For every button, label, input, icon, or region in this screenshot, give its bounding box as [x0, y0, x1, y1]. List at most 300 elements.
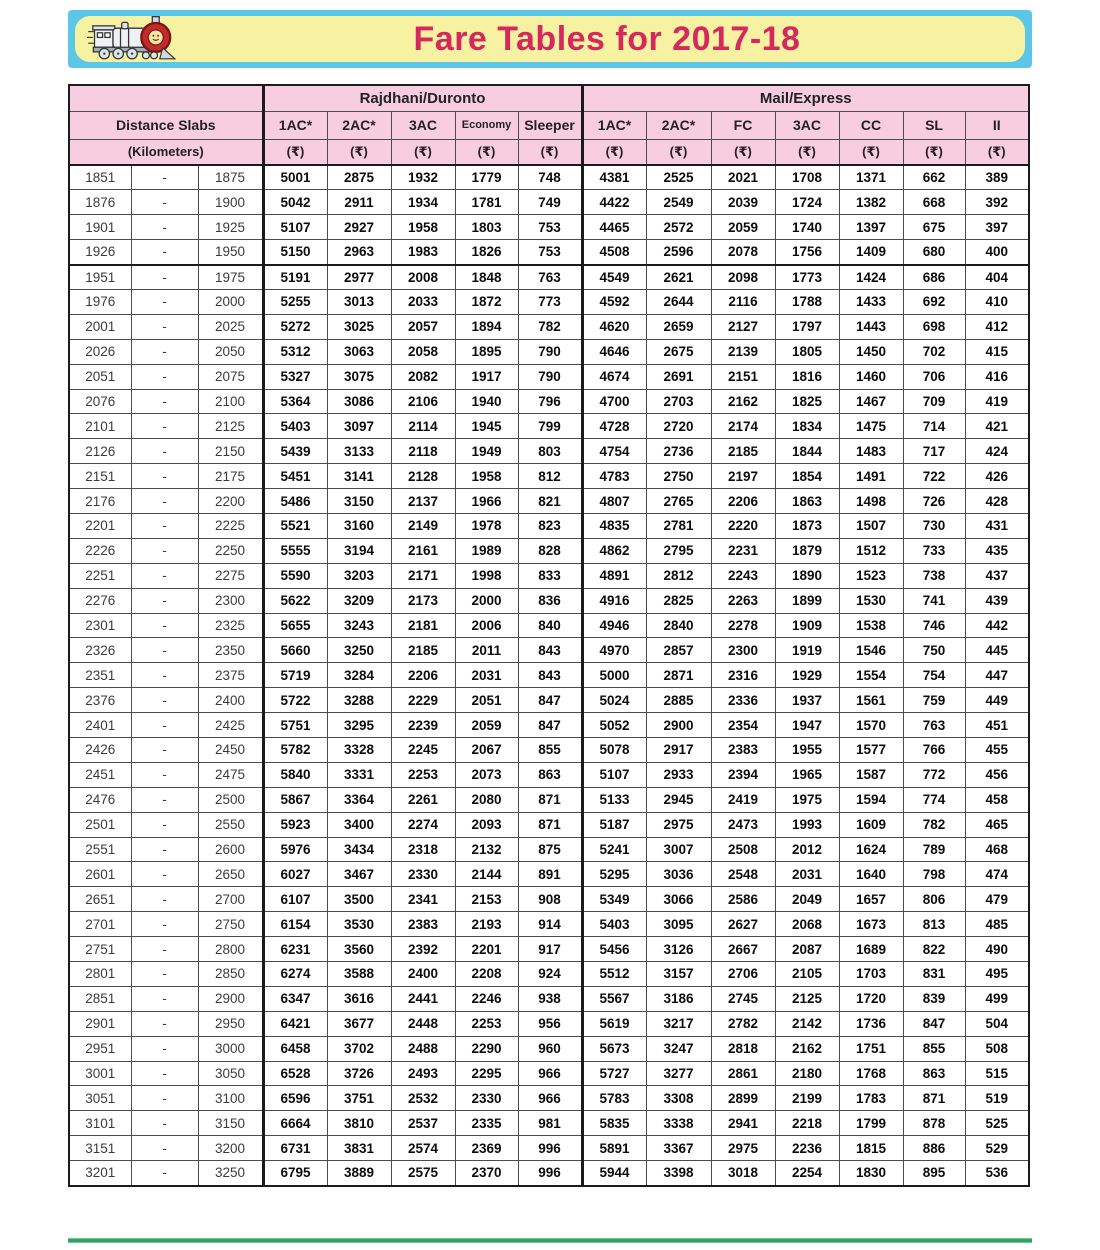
mail-fare-cell: 3247 — [646, 1036, 711, 1061]
distance-to-cell: 2400 — [198, 688, 263, 713]
distance-to-cell: 2225 — [198, 513, 263, 538]
mail-fare-cell: 1947 — [775, 713, 839, 738]
mail-fare-cell: 426 — [965, 464, 1029, 489]
mail-fare-cell: 2039 — [711, 190, 775, 215]
distance-to-cell: 1950 — [198, 240, 263, 265]
table-row — [69, 1161, 1029, 1186]
distance-to-cell: 2450 — [198, 737, 263, 762]
mail-fare-cell: 1443 — [839, 314, 903, 339]
rajdhani-fare-cell: 5150 — [263, 240, 327, 265]
rajdhani-fare-cell: 2875 — [327, 165, 391, 190]
mail-fare-cell: 1736 — [839, 1011, 903, 1036]
mail-fare-cell: 1815 — [839, 1136, 903, 1161]
mail-fare-cell: 3338 — [646, 1111, 711, 1136]
mail-fare-cell: 5512 — [582, 962, 646, 987]
rajdhani-fare-cell: 5555 — [263, 538, 327, 563]
rajdhani-fare-cell: 2114 — [391, 414, 455, 439]
mail-fare-cell: 2667 — [711, 937, 775, 962]
rajdhani-fare-cell: 2000 — [455, 588, 518, 613]
rajdhani-fare-cell: 2341 — [391, 887, 455, 912]
distance-from-cell: 2176 — [69, 489, 131, 514]
title-banner — [68, 10, 1032, 68]
mail-fare-cell: 5783 — [582, 1086, 646, 1111]
table-row — [69, 240, 1029, 265]
mail-fare-cell: 2098 — [711, 265, 775, 290]
mail-fare-cell: 1483 — [839, 439, 903, 464]
mail-fare-cell: 782 — [903, 812, 965, 837]
rajdhani-fare-cell: 3160 — [327, 513, 391, 538]
rajdhani-fare-cell: 6347 — [263, 986, 327, 1011]
rajdhani-fare-cell: 891 — [518, 862, 582, 887]
mail-fare-cell: 2021 — [711, 165, 775, 190]
mail-fare-cell: 2059 — [711, 215, 775, 240]
rajdhani-fare-cell: 2963 — [327, 240, 391, 265]
rajdhani-fare-cell: 2137 — [391, 489, 455, 514]
distance-blank-header — [69, 85, 263, 111]
rajdhani-fare-cell: 2008 — [391, 265, 455, 290]
mail-fare-cell: 421 — [965, 414, 1029, 439]
mail-fare-cell: 435 — [965, 538, 1029, 563]
rajdhani-fare-cell: 821 — [518, 489, 582, 514]
rajdhani-fare-cell: 6027 — [263, 862, 327, 887]
mail-fare-cell: 1909 — [775, 613, 839, 638]
rajdhani-fare-cell: 5923 — [263, 812, 327, 837]
rajdhani-fare-cell: 1894 — [455, 314, 518, 339]
mail-fare-cell: 741 — [903, 588, 965, 613]
distance-to-cell: 2200 — [198, 489, 263, 514]
mail-fare-cell: 2899 — [711, 1086, 775, 1111]
rajdhani-fare-cell: 981 — [518, 1111, 582, 1136]
rajdhani-fare-cell: 2185 — [391, 638, 455, 663]
table-row — [69, 837, 1029, 862]
mail-fare-cell: 3186 — [646, 986, 711, 1011]
distance-from-cell: 1976 — [69, 289, 131, 314]
table-row — [69, 563, 1029, 588]
rajdhani-fare-cell: 763 — [518, 265, 582, 290]
col-mail-sl: SL — [903, 111, 965, 139]
distance-from-cell: 2226 — [69, 538, 131, 563]
distance-from-cell: 1876 — [69, 190, 131, 215]
rajdhani-fare-cell: 3284 — [327, 663, 391, 688]
mail-fare-cell: 525 — [965, 1111, 1029, 1136]
rajdhani-fare-cell: 5255 — [263, 289, 327, 314]
mail-fare-cell: 4807 — [582, 489, 646, 514]
distance-from-cell: 3201 — [69, 1161, 131, 1186]
rajdhani-fare-cell: 2057 — [391, 314, 455, 339]
rajdhani-fare-cell: 3400 — [327, 812, 391, 837]
bottom-divider — [68, 1238, 1032, 1243]
mail-fare-cell: 2394 — [711, 762, 775, 787]
mail-fare-cell: 2185 — [711, 439, 775, 464]
distance-to-cell: 2275 — [198, 563, 263, 588]
mail-fare-cell: 2254 — [775, 1161, 839, 1186]
distance-separator-cell: - — [131, 613, 198, 638]
rajdhani-fare-cell: 2537 — [391, 1111, 455, 1136]
distance-separator-cell: - — [131, 538, 198, 563]
distance-separator-cell: - — [131, 339, 198, 364]
mail-fare-cell: 2206 — [711, 489, 775, 514]
rajdhani-fare-cell: 3243 — [327, 613, 391, 638]
mail-fare-cell: 2078 — [711, 240, 775, 265]
rajdhani-fare-cell: 2295 — [455, 1061, 518, 1086]
mail-fare-cell: 2871 — [646, 663, 711, 688]
rajdhani-fare-cell: 863 — [518, 762, 582, 787]
mail-fare-cell: 458 — [965, 787, 1029, 812]
distance-from-cell: 2301 — [69, 613, 131, 638]
distance-to-cell: 1900 — [198, 190, 263, 215]
table-row — [69, 489, 1029, 514]
unit-rupee: (₹) — [839, 139, 903, 165]
distance-to-cell: 1875 — [198, 165, 263, 190]
mail-fare-cell: 1433 — [839, 289, 903, 314]
mail-fare-cell: 2199 — [775, 1086, 839, 1111]
mail-fare-cell: 5078 — [582, 737, 646, 762]
rajdhani-fare-cell: 2073 — [455, 762, 518, 787]
distance-from-cell: 2501 — [69, 812, 131, 837]
mail-fare-cell: 5403 — [582, 912, 646, 937]
rajdhani-fare-cell: 3588 — [327, 962, 391, 987]
distance-from-cell: 2651 — [69, 887, 131, 912]
mail-fare-cell: 662 — [903, 165, 965, 190]
mail-fare-cell: 416 — [965, 364, 1029, 389]
mail-fare-cell: 3036 — [646, 862, 711, 887]
table-row — [69, 986, 1029, 1011]
table-row — [69, 439, 1029, 464]
mail-fare-cell: 2031 — [775, 862, 839, 887]
unit-rupee: (₹) — [775, 139, 839, 165]
mail-fare-cell: 2765 — [646, 489, 711, 514]
distance-to-cell: 3050 — [198, 1061, 263, 1086]
mail-fare-cell: 2795 — [646, 538, 711, 563]
mail-fare-cell: 2549 — [646, 190, 711, 215]
rajdhani-fare-cell: 2208 — [455, 962, 518, 987]
rajdhani-fare-cell: 3702 — [327, 1036, 391, 1061]
mail-fare-cell: 2706 — [711, 962, 775, 987]
rajdhani-fare-cell: 2161 — [391, 538, 455, 563]
mail-fare-cell: 2861 — [711, 1061, 775, 1086]
mail-fare-cell: 1783 — [839, 1086, 903, 1111]
rajdhani-fare-cell: 1989 — [455, 538, 518, 563]
mail-fare-cell: 4916 — [582, 588, 646, 613]
distance-from-cell: 1851 — [69, 165, 131, 190]
rajdhani-fare-cell: 6231 — [263, 937, 327, 962]
mail-fare-cell: 437 — [965, 563, 1029, 588]
mail-fare-cell: 2941 — [711, 1111, 775, 1136]
rajdhani-fare-cell: 1895 — [455, 339, 518, 364]
mail-fare-cell: 1955 — [775, 737, 839, 762]
mail-fare-cell: 1740 — [775, 215, 839, 240]
mail-fare-cell: 2068 — [775, 912, 839, 937]
mail-fare-cell: 4674 — [582, 364, 646, 389]
mail-fare-cell: 2818 — [711, 1036, 775, 1061]
mail-fare-cell: 2125 — [775, 986, 839, 1011]
mail-fare-cell: 675 — [903, 215, 965, 240]
rajdhani-fare-cell: 1917 — [455, 364, 518, 389]
mail-fare-cell: 3157 — [646, 962, 711, 987]
mail-fare-cell: 763 — [903, 713, 965, 738]
rajdhani-fare-cell: 6731 — [263, 1136, 327, 1161]
rajdhani-fare-cell: 2173 — [391, 588, 455, 613]
mail-fare-cell: 2087 — [775, 937, 839, 962]
unit-rupee: (₹) — [965, 139, 1029, 165]
table-row — [69, 962, 1029, 987]
rajdhani-fare-cell: 5272 — [263, 314, 327, 339]
rajdhani-fare-cell: 812 — [518, 464, 582, 489]
mail-fare-cell: 668 — [903, 190, 965, 215]
mail-fare-cell: 1577 — [839, 737, 903, 762]
table-row — [69, 737, 1029, 762]
table-row — [69, 1036, 1029, 1061]
mail-fare-cell: 839 — [903, 986, 965, 1011]
section-header-row — [69, 85, 1029, 111]
mail-fare-cell: 1594 — [839, 787, 903, 812]
rajdhani-fare-cell: 749 — [518, 190, 582, 215]
distance-to-cell: 2375 — [198, 663, 263, 688]
mail-fare-cell: 1498 — [839, 489, 903, 514]
rajdhani-fare-cell: 966 — [518, 1086, 582, 1111]
table-row — [69, 1061, 1029, 1086]
rajdhani-fare-cell: 1945 — [455, 414, 518, 439]
distance-slabs-header: Distance Slabs — [69, 111, 263, 139]
mail-fare-cell: 1805 — [775, 339, 839, 364]
rajdhani-fare-cell: 2201 — [455, 937, 518, 962]
table-row — [69, 265, 1029, 290]
rajdhani-fare-cell: 3133 — [327, 439, 391, 464]
mail-fare-cell: 2596 — [646, 240, 711, 265]
mail-fare-cell: 878 — [903, 1111, 965, 1136]
rajdhani-fare-cell: 3141 — [327, 464, 391, 489]
mail-fare-cell: 1751 — [839, 1036, 903, 1061]
rajdhani-fare-cell: 5660 — [263, 638, 327, 663]
rajdhani-fare-cell: 2011 — [455, 638, 518, 663]
mail-fare-cell: 1799 — [839, 1111, 903, 1136]
mail-fare-cell: 1724 — [775, 190, 839, 215]
section-header-mail-express: Mail/Express — [582, 85, 1029, 111]
rajdhani-fare-cell: 2080 — [455, 787, 518, 812]
rajdhani-fare-cell: 2246 — [455, 986, 518, 1011]
rajdhani-fare-cell: 3250 — [327, 638, 391, 663]
table-row — [69, 513, 1029, 538]
table-row — [69, 414, 1029, 439]
rajdhani-fare-cell: 1949 — [455, 439, 518, 464]
unit-rupee: (₹) — [263, 139, 327, 165]
distance-from-cell: 2951 — [69, 1036, 131, 1061]
mail-fare-cell: 2263 — [711, 588, 775, 613]
rajdhani-fare-cell: 6154 — [263, 912, 327, 937]
distance-to-cell: 1925 — [198, 215, 263, 240]
mail-fare-cell: 4862 — [582, 538, 646, 563]
mail-fare-cell: 400 — [965, 240, 1029, 265]
col-mail-1ac: 1AC* — [582, 111, 646, 139]
mail-fare-cell: 2105 — [775, 962, 839, 987]
rajdhani-fare-cell: 2318 — [391, 837, 455, 862]
distance-separator-cell: - — [131, 638, 198, 663]
col-mail-cc: CC — [839, 111, 903, 139]
mail-fare-cell: 5567 — [582, 986, 646, 1011]
mail-fare-cell: 4700 — [582, 389, 646, 414]
mail-fare-cell: 2049 — [775, 887, 839, 912]
mail-fare-cell: 455 — [965, 737, 1029, 762]
mail-fare-cell: 2703 — [646, 389, 711, 414]
rajdhani-fare-cell: 2245 — [391, 737, 455, 762]
rajdhani-fare-cell: 2181 — [391, 613, 455, 638]
rajdhani-fare-cell: 2977 — [327, 265, 391, 290]
mail-fare-cell: 439 — [965, 588, 1029, 613]
distance-to-cell: 2550 — [198, 812, 263, 837]
mail-fare-cell: 1863 — [775, 489, 839, 514]
mail-fare-cell: 474 — [965, 862, 1029, 887]
distance-to-cell: 2025 — [198, 314, 263, 339]
mail-fare-cell: 2659 — [646, 314, 711, 339]
distance-from-cell: 2151 — [69, 464, 131, 489]
mail-fare-cell: 4592 — [582, 289, 646, 314]
rajdhani-fare-cell: 2369 — [455, 1136, 518, 1161]
table-row — [69, 762, 1029, 787]
distance-to-cell: 3250 — [198, 1161, 263, 1186]
unit-rupee: (₹) — [327, 139, 391, 165]
col-mail-ii: II — [965, 111, 1029, 139]
mail-fare-cell: 5349 — [582, 887, 646, 912]
rajdhani-fare-cell: 855 — [518, 737, 582, 762]
table-row — [69, 663, 1029, 688]
mail-fare-cell: 5835 — [582, 1111, 646, 1136]
mail-fare-cell: 3367 — [646, 1136, 711, 1161]
rajdhani-fare-cell: 5403 — [263, 414, 327, 439]
rajdhani-fare-cell: 3560 — [327, 937, 391, 962]
distance-separator-cell: - — [131, 563, 198, 588]
distance-to-cell: 1975 — [198, 265, 263, 290]
distance-separator-cell: - — [131, 1136, 198, 1161]
mail-fare-cell: 2278 — [711, 613, 775, 638]
column-header-row — [69, 111, 1029, 139]
fare-table — [68, 84, 1030, 1187]
mail-fare-cell: 3095 — [646, 912, 711, 937]
rajdhani-fare-cell: 5840 — [263, 762, 327, 787]
table-row — [69, 165, 1029, 190]
mail-fare-cell: 798 — [903, 862, 965, 887]
mail-fare-cell: 468 — [965, 837, 1029, 862]
rajdhani-fare-cell: 5722 — [263, 688, 327, 713]
rajdhani-fare-cell: 871 — [518, 812, 582, 837]
mail-fare-cell: 3066 — [646, 887, 711, 912]
distance-from-cell: 2376 — [69, 688, 131, 713]
mail-fare-cell: 519 — [965, 1086, 1029, 1111]
mail-fare-cell: 709 — [903, 389, 965, 414]
mail-fare-cell: 1538 — [839, 613, 903, 638]
mail-fare-cell: 404 — [965, 265, 1029, 290]
mail-fare-cell: 1899 — [775, 588, 839, 613]
distance-from-cell: 2426 — [69, 737, 131, 762]
rajdhani-fare-cell: 3209 — [327, 588, 391, 613]
mail-fare-cell: 2383 — [711, 737, 775, 762]
mail-fare-cell: 5052 — [582, 713, 646, 738]
page-title: Fare Tables for 2017-18 — [413, 20, 801, 58]
distance-from-cell: 2476 — [69, 787, 131, 812]
unit-rupee: (₹) — [455, 139, 518, 165]
distance-separator-cell: - — [131, 837, 198, 862]
mail-fare-cell: 2419 — [711, 787, 775, 812]
rajdhani-fare-cell: 1958 — [391, 215, 455, 240]
rajdhani-fare-cell: 847 — [518, 688, 582, 713]
rajdhani-fare-cell: 3194 — [327, 538, 391, 563]
rajdhani-fare-cell: 2193 — [455, 912, 518, 937]
mail-fare-cell: 499 — [965, 986, 1029, 1011]
rajdhani-fare-cell: 960 — [518, 1036, 582, 1061]
mail-fare-cell: 1673 — [839, 912, 903, 937]
mail-fare-cell: 4783 — [582, 464, 646, 489]
mail-fare-cell: 722 — [903, 464, 965, 489]
rajdhani-fare-cell: 914 — [518, 912, 582, 937]
mail-fare-cell: 750 — [903, 638, 965, 663]
distance-to-cell: 2125 — [198, 414, 263, 439]
mail-fare-cell: 714 — [903, 414, 965, 439]
mail-fare-cell: 1689 — [839, 937, 903, 962]
rajdhani-fare-cell: 5521 — [263, 513, 327, 538]
distance-from-cell: 2051 — [69, 364, 131, 389]
rajdhani-fare-cell: 2441 — [391, 986, 455, 1011]
mail-fare-cell: 5944 — [582, 1161, 646, 1186]
distance-from-cell: 1926 — [69, 240, 131, 265]
mail-fare-cell: 2572 — [646, 215, 711, 240]
distance-from-cell: 2276 — [69, 588, 131, 613]
distance-to-cell: 2475 — [198, 762, 263, 787]
distance-to-cell: 2350 — [198, 638, 263, 663]
rajdhani-fare-cell: 3831 — [327, 1136, 391, 1161]
mail-fare-cell: 447 — [965, 663, 1029, 688]
distance-to-cell: 2650 — [198, 862, 263, 887]
table-row — [69, 364, 1029, 389]
mail-fare-cell: 504 — [965, 1011, 1029, 1036]
rajdhani-fare-cell: 782 — [518, 314, 582, 339]
rajdhani-fare-cell: 6274 — [263, 962, 327, 987]
distance-separator-cell: - — [131, 912, 198, 937]
rajdhani-fare-cell: 2330 — [455, 1086, 518, 1111]
mail-fare-cell: 726 — [903, 489, 965, 514]
distance-separator-cell: - — [131, 1061, 198, 1086]
rajdhani-fare-cell: 3810 — [327, 1111, 391, 1136]
mail-fare-cell: 5133 — [582, 787, 646, 812]
mail-fare-cell: 3277 — [646, 1061, 711, 1086]
mail-fare-cell: 1773 — [775, 265, 839, 290]
rajdhani-fare-cell: 3500 — [327, 887, 391, 912]
mail-fare-cell: 4381 — [582, 165, 646, 190]
mail-fare-cell: 1937 — [775, 688, 839, 713]
table-row — [69, 464, 1029, 489]
rajdhani-fare-cell: 2392 — [391, 937, 455, 962]
rajdhani-fare-cell: 924 — [518, 962, 582, 987]
distance-to-cell: 2000 — [198, 289, 263, 314]
kilometers-header: (Kilometers) — [69, 139, 263, 165]
mail-fare-cell: 1530 — [839, 588, 903, 613]
rajdhani-fare-cell: 843 — [518, 638, 582, 663]
rajdhani-fare-cell: 1848 — [455, 265, 518, 290]
mail-fare-cell: 746 — [903, 613, 965, 638]
distance-from-cell: 2451 — [69, 762, 131, 787]
mail-fare-cell: 813 — [903, 912, 965, 937]
mail-fare-cell: 2885 — [646, 688, 711, 713]
distance-from-cell: 2251 — [69, 563, 131, 588]
rajdhani-fare-cell: 1998 — [455, 563, 518, 588]
distance-to-cell: 2050 — [198, 339, 263, 364]
distance-from-cell: 2026 — [69, 339, 131, 364]
table-row — [69, 713, 1029, 738]
mail-fare-cell: 1371 — [839, 165, 903, 190]
mail-fare-cell: 2012 — [775, 837, 839, 862]
rajdhani-fare-cell: 790 — [518, 364, 582, 389]
distance-separator-cell: - — [131, 986, 198, 1011]
rajdhani-fare-cell: 2532 — [391, 1086, 455, 1111]
mail-fare-cell: 2900 — [646, 713, 711, 738]
